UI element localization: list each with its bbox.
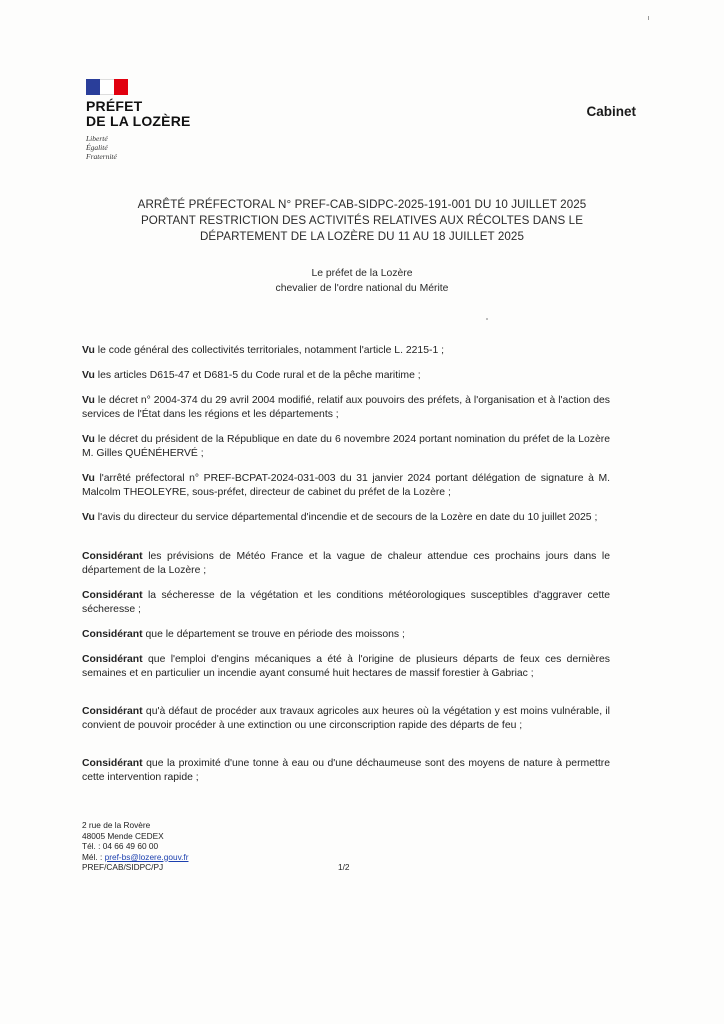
org-name-line1: PRÉFET: [86, 98, 143, 114]
marianne-flag-icon: [86, 79, 128, 95]
considerant-paragraph: Considérant la sécheresse de la végétation et les conditions météorologiques susceptibles d'aggraver cette sécheresse ;: [82, 590, 610, 615]
republic-motto: [86, 134, 226, 161]
scan-artifact: [486, 318, 488, 320]
page-number: 1/2: [338, 862, 350, 872]
footer-address-line: 2 rue de la Rovère: [82, 820, 151, 830]
footer-address-line: 48005 Mende CEDEX: [82, 830, 164, 841]
visa-paragraph: Vu l'avis du directeur du service départemental d'incendie et de secours de la Lozère en date du 10 juillet 2025 ;: [82, 512, 598, 523]
footer-reference: PREF/CAB/SIDPC/PJ: [82, 862, 164, 873]
title-line: PORTANT RESTRICTION DES ACTIVITÉS RELATIVES AUX RÉCOLTES DANS LE: [140, 214, 584, 227]
considerant-paragraph: Considérant que la proximité d'une tonne à eau ou d'une déchaumeuse sont des moyens de nature à permettre cette intervention rapide ;: [82, 758, 610, 783]
signatory-distinction: chevalier de l'ordre national du Mérite: [275, 283, 449, 294]
department-tag: Cabinet: [586, 104, 636, 119]
footer-phone: Tél. : 04 66 49 60 00: [82, 841, 159, 852]
considerant-paragraph: Considérant que le département se trouve en période des moissons ;: [82, 629, 405, 640]
visa-paragraph: Vu les articles D615-47 et D681-5 du Code rural et de la pêche maritime ;: [82, 370, 421, 381]
visa-paragraph: Vu le décret n° 2004-374 du 29 avril 2004 modifié, relatif aux pouvoirs des préfets, à l'organisation et à l'action des services de l'État dans les régions et les départements ;: [82, 395, 610, 420]
considerant-paragraph: Considérant que l'emploi d'engins mécaniques a été à l'origine de plusieurs départs de feux ces dernières semaines et en particulier un incendie ayant consumé huit hectares de massif forestier à Gabriac ;: [82, 654, 610, 679]
motto-fraternite: Fraternité: [86, 152, 117, 161]
signatory-title: Le préfet de la Lozère: [311, 268, 413, 279]
prefecture-logo: [86, 79, 226, 161]
footer-mail-link[interactable]: pref-bs@lozere.gouv.fr: [104, 851, 189, 862]
org-name-line2: DE LA LOZÈRE: [86, 113, 191, 129]
signatory-block: [80, 266, 644, 296]
title-line: DÉPARTEMENT DE LA LOZÈRE DU 11 AU 18 JUILLET 2025: [199, 230, 525, 243]
visa-paragraph: Vu le décret du président de la République en date du 6 novembre 2024 portant nomination du préfet de la Lozère M. Gilles QUÉNÉHERVÉ ;: [82, 434, 610, 459]
document-title: [80, 197, 644, 245]
title-line: ARRÊTÉ PRÉFECTORAL N° PREF-CAB-SIDPC-2025-191-001 DU 10 JUILLET 2025: [137, 198, 587, 211]
considerant-paragraph: Considérant les prévisions de Météo France et la vague de chaleur attendue ces prochains jours dans le département de la Lozère ;: [82, 551, 610, 576]
footer-mail: [82, 852, 189, 863]
footer-mail-label: Mél. :: [82, 851, 105, 862]
motto-egalite: Égalité: [86, 143, 108, 152]
scan-artifact: [648, 16, 649, 20]
motto-liberte: Liberté: [86, 134, 108, 143]
visa-paragraph: Vu l'arrêté préfectoral n° PREF-BCPAT-2024-031-003 du 31 janvier 2024 portant délégation de signature à M. Malcolm THEOLEYRE, sous-préfet, directeur de cabinet du préfet de la Lozère ;: [82, 473, 610, 498]
visa-paragraph: Vu le code général des collectivités territoriales, notamment l'article L. 2215-1 ;: [82, 345, 444, 356]
considerant-paragraph: Considérant qu'à défaut de procéder aux travaux agricoles aux heures où la végétation y est moins vulnérable, il convient de pouvoir procéder à une extinction ou une circonscription rapide des départs de feu ;: [82, 706, 610, 731]
footer-contact: [82, 820, 189, 873]
